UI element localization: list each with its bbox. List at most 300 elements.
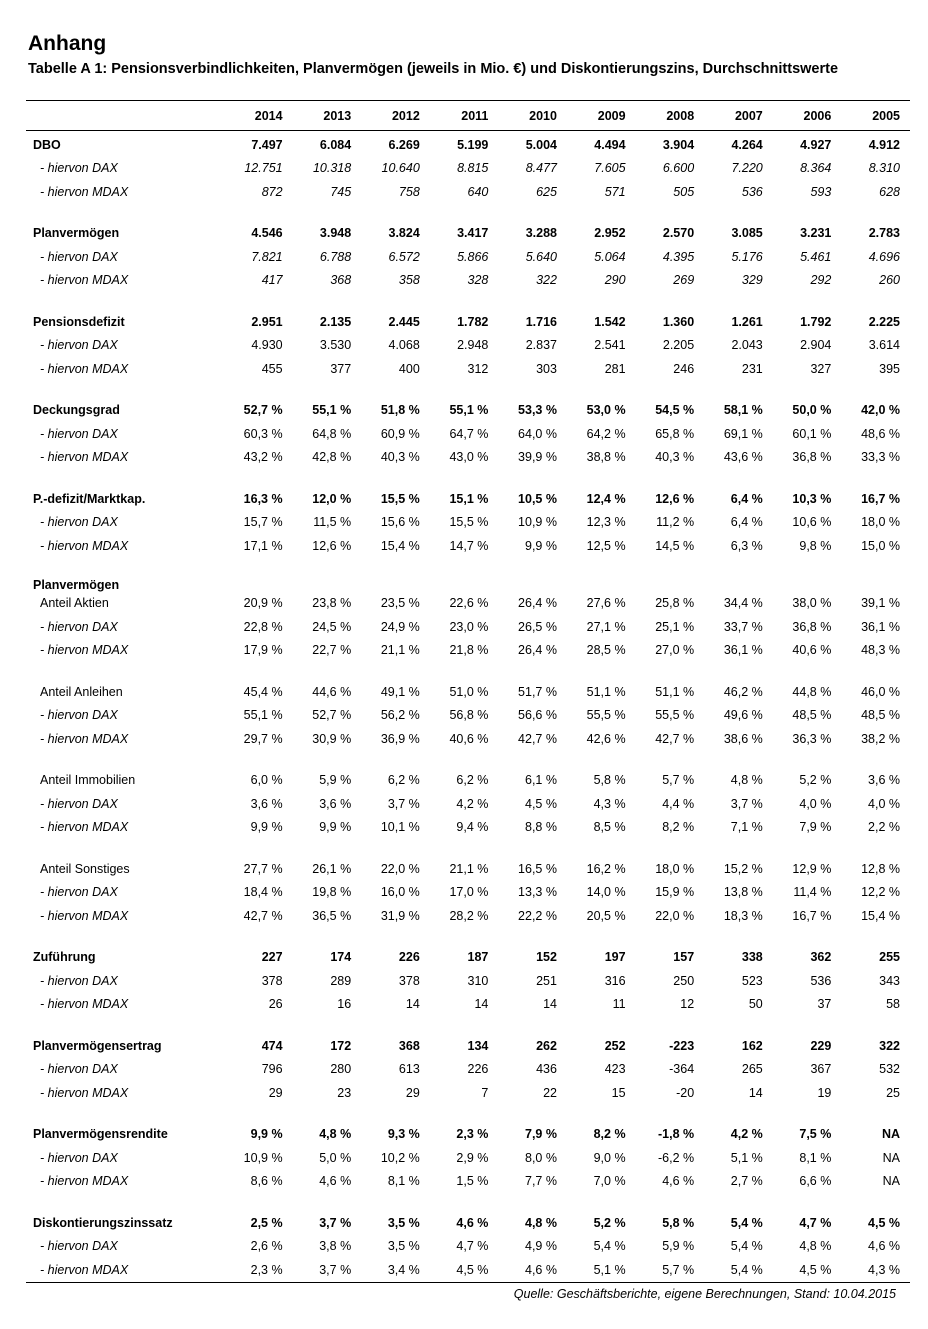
value-cell: 16,7 % — [861, 491, 900, 506]
value-cell: 14 — [474, 997, 489, 1012]
value-cell: 40,3 % — [380, 450, 420, 465]
row-label: - hiervon DAX — [40, 973, 118, 988]
value-cell: 10,9 % — [243, 1150, 283, 1165]
value-cell: 3,7 % — [319, 1215, 352, 1230]
value-cell: 6,0 % — [250, 773, 283, 788]
value-cell: 255 — [879, 950, 900, 965]
value-cell: 9,9 % — [250, 820, 283, 835]
value-cell: 4,8 % — [525, 1215, 557, 1230]
value-cell: 36,3 % — [792, 731, 832, 746]
value-cell: 8,0 % — [525, 1150, 557, 1165]
value-cell: 18,0 % — [655, 861, 695, 876]
value-cell: 4,8 % — [799, 1239, 832, 1254]
value-cell: 2.445 — [388, 314, 420, 329]
value-cell: 18,3 % — [723, 908, 763, 923]
value-cell: 38,2 % — [861, 731, 900, 746]
table-row — [26, 1146, 910, 1170]
value-cell: 474 — [261, 1038, 283, 1053]
value-cell: 322 — [536, 273, 557, 288]
spacer-row — [26, 469, 910, 487]
value-cell: 22,0 % — [380, 861, 420, 876]
value-cell: 327 — [810, 361, 832, 376]
value-cell: NA — [882, 1174, 900, 1189]
row-label: P.-defizit/Marktkap. — [33, 491, 146, 506]
value-cell: 27,1 % — [586, 619, 626, 634]
value-cell: 4,0 % — [799, 796, 832, 811]
row-label: Pensionsdefizit — [33, 314, 125, 329]
value-cell: 251 — [536, 973, 557, 988]
value-cell: 322 — [879, 1038, 900, 1053]
value-cell: 14 — [405, 997, 420, 1012]
row-label: - hiervon DAX — [40, 249, 118, 264]
row-label: - hiervon DAX — [40, 515, 118, 530]
value-cell: 152 — [536, 950, 557, 965]
value-cell: 4,6 % — [662, 1174, 695, 1189]
value-cell: 64,2 % — [586, 426, 626, 441]
table-row — [26, 446, 910, 470]
row-label: Anteil Aktien — [40, 596, 109, 611]
value-cell: 532 — [879, 1062, 900, 1077]
value-cell: 6,4 % — [730, 491, 763, 506]
value-cell: 3.904 — [662, 137, 695, 152]
value-cell: 16,5 % — [518, 861, 557, 876]
value-cell: 36,8 % — [792, 450, 832, 465]
value-cell: 3.085 — [731, 226, 763, 241]
value-cell: 14 — [543, 997, 557, 1012]
table-row — [26, 334, 910, 358]
table-row — [26, 131, 910, 157]
value-cell: 25,8 % — [655, 596, 695, 611]
value-cell: 4,5 % — [430, 1258, 499, 1282]
table-row — [26, 727, 910, 751]
value-cell: 174 — [330, 950, 352, 965]
value-cell: 378 — [261, 973, 283, 988]
value-cell: 53,3 % — [518, 403, 557, 418]
table-caption: Tabelle A 1: Pensionsverbindlichkeiten, Planvermögen (jeweils in Mio. €) und Diskontierungszins, Durchschnittswerte — [28, 61, 839, 77]
value-cell: 400 — [398, 361, 420, 376]
row-label: - hiervon DAX — [40, 338, 118, 353]
row-label: Planvermögensertrag — [33, 1038, 162, 1053]
value-cell: 4,4 % — [662, 796, 695, 811]
table-row — [26, 180, 910, 204]
row-label: - hiervon MDAX — [40, 997, 129, 1012]
row-label: - hiervon MDAX — [40, 908, 129, 923]
value-cell: 2.951 — [251, 314, 283, 329]
spacer-row — [26, 558, 910, 576]
value-cell: 2.904 — [800, 338, 832, 353]
value-cell: 329 — [741, 273, 763, 288]
value-cell: 312 — [467, 361, 489, 376]
value-cell: 2.225 — [868, 314, 900, 329]
value-cell: 625 — [536, 184, 557, 199]
value-cell: 2.837 — [525, 338, 557, 353]
value-cell: 9,9 % — [525, 538, 557, 553]
value-cell: 12,8 % — [861, 861, 900, 876]
value-cell: 1.792 — [800, 314, 832, 329]
value-cell: 40,3 % — [655, 450, 695, 465]
value-cell: 4.930 — [251, 338, 283, 353]
value-cell: 8.477 — [525, 161, 557, 176]
value-cell: 42,0 % — [861, 403, 900, 418]
value-cell: 15,7 % — [243, 515, 283, 530]
year-header: 2009 — [567, 101, 636, 131]
row-label: DBO — [33, 137, 61, 152]
value-cell: 48,5 % — [861, 708, 900, 723]
table-row — [26, 1034, 910, 1058]
value-cell: 7,0 % — [593, 1174, 626, 1189]
value-cell: 21,1 % — [449, 861, 489, 876]
value-cell: 395 — [879, 361, 900, 376]
row-label: - hiervon MDAX — [40, 1174, 129, 1189]
value-cell: 13,3 % — [518, 885, 557, 900]
value-cell: 19 — [817, 1085, 832, 1100]
value-cell: 4,0 % — [868, 796, 900, 811]
row-label: - hiervon MDAX — [40, 273, 129, 288]
value-cell: 36,8 % — [792, 619, 832, 634]
value-cell: 48,6 % — [861, 426, 900, 441]
value-cell: 15,4 % — [861, 908, 900, 923]
value-cell: 6.788 — [319, 249, 352, 264]
value-cell: 5,8 % — [593, 773, 626, 788]
value-cell: 377 — [330, 361, 352, 376]
value-cell: 55,1 % — [243, 708, 283, 723]
value-cell: 49,1 % — [380, 684, 420, 699]
value-cell: 758 — [398, 184, 420, 199]
table-row — [26, 1058, 910, 1082]
value-cell: 17,9 % — [243, 643, 283, 658]
value-cell: 3,5 % — [387, 1215, 420, 1230]
value-cell: 269 — [673, 273, 695, 288]
value-cell: 872 — [261, 184, 283, 199]
value-cell: 3.948 — [319, 226, 352, 241]
value-cell: 3,6 % — [250, 796, 283, 811]
row-label: - hiervon MDAX — [40, 184, 129, 199]
value-cell: 42,7 % — [655, 731, 695, 746]
value-cell: 4,9 % — [525, 1239, 557, 1254]
value-cell: 523 — [741, 973, 763, 988]
row-label: Planvermögensrendite — [33, 1127, 168, 1142]
value-cell: 2,9 % — [456, 1150, 489, 1165]
value-cell: 40,6 % — [449, 731, 489, 746]
value-cell: 6,1 % — [525, 773, 557, 788]
value-cell: 4,6 % — [868, 1239, 900, 1254]
value-cell: 22,2 % — [518, 908, 557, 923]
value-cell: 2.135 — [319, 314, 352, 329]
row-label: - hiervon DAX — [40, 161, 118, 176]
header-row — [26, 101, 910, 131]
value-cell: -364 — [669, 1062, 695, 1077]
value-cell: 536 — [741, 184, 763, 199]
value-cell: 4.264 — [731, 137, 763, 152]
value-cell: 15,2 % — [723, 861, 763, 876]
value-cell: 16,0 % — [380, 885, 420, 900]
value-cell: 4.912 — [868, 137, 900, 152]
value-cell: 22 — [543, 1085, 557, 1100]
spacer-row — [26, 928, 910, 946]
value-cell: 4.696 — [868, 249, 900, 264]
value-cell: 38,8 % — [586, 450, 626, 465]
value-cell: 745 — [330, 184, 352, 199]
value-cell: 12,0 % — [312, 491, 352, 506]
value-cell: 12.751 — [244, 161, 283, 176]
value-cell: 27,6 % — [586, 596, 626, 611]
value-cell: 571 — [604, 184, 626, 199]
value-cell: 310 — [467, 973, 489, 988]
value-cell: 292 — [810, 273, 832, 288]
table-row — [26, 222, 910, 246]
value-cell: 15 — [611, 1085, 626, 1100]
value-cell: 69,1 % — [723, 426, 763, 441]
value-cell: 56,2 % — [380, 708, 420, 723]
spacer-cell — [26, 751, 910, 769]
value-cell: 162 — [741, 1038, 763, 1053]
value-cell: 226 — [467, 1062, 489, 1077]
value-cell: 5.640 — [525, 249, 557, 264]
row-label: Planvermögen — [33, 226, 120, 241]
table-row — [26, 157, 910, 181]
value-cell: 6,2 % — [456, 773, 489, 788]
spacer-row — [26, 204, 910, 222]
value-cell: 22,6 % — [449, 596, 489, 611]
value-cell: 367 — [810, 1062, 832, 1077]
value-cell: -223 — [669, 1038, 695, 1053]
value-cell: 7,5 % — [799, 1127, 832, 1142]
value-cell: 3.824 — [388, 226, 420, 241]
row-label: - hiervon MDAX — [40, 731, 129, 746]
value-cell: 14,0 % — [586, 885, 626, 900]
value-cell: 187 — [467, 950, 489, 965]
value-cell: 31,9 % — [380, 908, 420, 923]
value-cell: 16,3 % — [243, 491, 283, 506]
table-row — [26, 1123, 910, 1147]
value-cell: 6.084 — [319, 137, 352, 152]
value-cell: 4,2 % — [456, 796, 489, 811]
value-cell: 42,8 % — [312, 450, 352, 465]
value-cell: -6,2 % — [658, 1150, 695, 1165]
value-cell: 2,7 % — [730, 1174, 763, 1189]
value-cell: 55,1 % — [312, 403, 352, 418]
table-row — [26, 857, 910, 881]
value-cell: 250 — [673, 973, 695, 988]
value-cell: 265 — [741, 1062, 763, 1077]
value-cell: 9,3 % — [387, 1127, 420, 1142]
table-row — [26, 487, 910, 511]
value-cell: 8.815 — [457, 161, 489, 176]
value-cell: 23,5 % — [380, 596, 420, 611]
spacer-cell — [26, 1016, 910, 1034]
value-cell: 52,7 % — [312, 708, 352, 723]
value-cell: 5,1 % — [730, 1150, 763, 1165]
value-cell: 34,4 % — [723, 596, 763, 611]
value-cell: 505 — [673, 184, 695, 199]
value-cell: 51,0 % — [449, 684, 489, 699]
value-cell: 281 — [604, 361, 626, 376]
value-cell: 55,1 % — [449, 403, 489, 418]
year-header: 2013 — [293, 101, 362, 131]
row-label: - hiervon DAX — [40, 708, 118, 723]
value-cell: 29,7 % — [243, 731, 283, 746]
value-cell: 4,2 % — [730, 1127, 763, 1142]
value-cell: 6.269 — [388, 137, 420, 152]
value-cell: 15,1 % — [449, 491, 489, 506]
value-cell: 16 — [337, 997, 352, 1012]
value-cell: 13,8 % — [723, 885, 763, 900]
value-cell: 5.064 — [594, 249, 626, 264]
value-cell: 3.530 — [319, 338, 352, 353]
year-header: 2005 — [841, 101, 910, 131]
value-cell: 48,3 % — [861, 643, 900, 658]
value-cell: 51,1 % — [655, 684, 695, 699]
data-table — [26, 100, 910, 1283]
value-cell: 24,5 % — [312, 619, 352, 634]
value-cell: 10,6 % — [792, 515, 832, 530]
value-cell: 5,9 % — [319, 773, 352, 788]
value-cell: 10,1 % — [380, 820, 420, 835]
value-cell: 36,1 % — [861, 619, 900, 634]
value-cell: 4,7 % — [799, 1215, 832, 1230]
value-cell: 10.640 — [381, 161, 420, 176]
value-cell: 9,9 % — [319, 820, 352, 835]
row-label: Zuführung — [33, 950, 96, 965]
row-label: - hiervon MDAX — [40, 450, 129, 465]
table-row — [26, 639, 910, 663]
value-cell: 197 — [604, 950, 626, 965]
value-cell: 7.220 — [731, 161, 763, 176]
row-label: Anteil Sonstiges — [40, 861, 130, 876]
value-cell: 5.866 — [457, 249, 489, 264]
spacer-cell — [26, 204, 910, 222]
value-cell: 262 — [536, 1038, 557, 1053]
value-cell: 24,9 % — [380, 619, 420, 634]
value-cell: 4,6 % — [498, 1258, 567, 1282]
value-cell: 53,0 % — [586, 403, 626, 418]
value-cell: 39,1 % — [861, 596, 900, 611]
value-cell: 5,4 % — [730, 1239, 763, 1254]
value-cell: 1.261 — [731, 314, 763, 329]
value-cell: 362 — [810, 950, 832, 965]
value-cell: 227 — [261, 950, 283, 965]
value-cell: 49,6 % — [723, 708, 763, 723]
value-cell: 22,0 % — [655, 908, 695, 923]
value-cell: 55,5 % — [586, 708, 626, 723]
value-cell: 2.570 — [662, 226, 695, 241]
value-cell: 2.541 — [594, 338, 626, 353]
value-cell: 5.199 — [457, 137, 489, 152]
value-cell: 796 — [261, 1062, 283, 1077]
value-cell: 6,4 % — [730, 515, 763, 530]
year-header: 2011 — [430, 101, 499, 131]
value-cell: 43,2 % — [243, 450, 283, 465]
value-cell: 16,2 % — [586, 861, 626, 876]
value-cell: 14 — [748, 1085, 763, 1100]
table-row — [26, 422, 910, 446]
value-cell: 6,3 % — [730, 538, 763, 553]
value-cell: 8,5 % — [593, 820, 626, 835]
spacer-cell — [26, 292, 910, 310]
value-cell: 15,5 % — [380, 491, 420, 506]
spacer-row — [26, 751, 910, 769]
value-cell: 46,0 % — [861, 684, 900, 699]
row-label: - hiervon DAX — [40, 1150, 118, 1165]
value-cell: 4.546 — [251, 226, 283, 241]
table-row — [26, 1081, 910, 1105]
value-cell: 64,0 % — [518, 426, 557, 441]
value-cell: 436 — [536, 1062, 557, 1077]
table-row — [26, 792, 910, 816]
value-cell: 3,7 % — [293, 1258, 362, 1282]
value-cell: 11,2 % — [656, 515, 695, 530]
value-cell: 8,2 % — [662, 820, 695, 835]
value-cell: 2.952 — [594, 226, 626, 241]
value-cell: 4,5 % — [773, 1258, 842, 1282]
value-cell: 46,2 % — [723, 684, 763, 699]
value-cell: 12,3 % — [586, 515, 626, 530]
value-cell: 5.176 — [731, 249, 763, 264]
value-cell: 640 — [467, 184, 489, 199]
value-cell: 54,5 % — [655, 403, 695, 418]
value-cell: 3.231 — [800, 226, 832, 241]
value-cell: 1.360 — [662, 314, 695, 329]
value-cell: 10,9 % — [518, 515, 557, 530]
value-cell: 23 — [337, 1085, 352, 1100]
table-row — [26, 946, 910, 970]
value-cell: 23,0 % — [449, 619, 489, 634]
value-cell: 52,7 % — [243, 403, 283, 418]
value-cell: 2.783 — [868, 226, 900, 241]
value-cell: 231 — [741, 361, 763, 376]
row-label: - hiervon MDAX — [40, 538, 129, 553]
value-cell: 48,5 % — [792, 708, 832, 723]
table-row — [26, 615, 910, 639]
value-cell: 29 — [405, 1085, 420, 1100]
value-cell: 1.716 — [525, 314, 557, 329]
value-cell: 36,5 % — [312, 908, 352, 923]
value-cell: 226 — [398, 950, 420, 965]
value-cell: 5,9 % — [662, 1239, 695, 1254]
table-header — [26, 101, 910, 131]
value-cell: 22,8 % — [243, 619, 283, 634]
value-cell: 65,8 % — [655, 426, 695, 441]
value-cell: 7,7 % — [525, 1174, 557, 1189]
value-cell: 260 — [879, 273, 900, 288]
year-header: 2010 — [498, 101, 567, 131]
spacer-row — [26, 839, 910, 857]
value-cell: 64,7 % — [449, 426, 489, 441]
spacer-row — [26, 381, 910, 399]
table-row — [26, 1211, 910, 1235]
row-label: - hiervon DAX — [40, 1062, 118, 1077]
value-cell: 417 — [261, 273, 283, 288]
spacer-row — [26, 292, 910, 310]
row-label: Anteil Anleihen — [40, 684, 123, 699]
value-cell: 1.542 — [594, 314, 626, 329]
value-cell: 9,4 % — [456, 820, 489, 835]
table-body — [26, 131, 910, 1283]
value-cell: 3,4 % — [361, 1258, 430, 1282]
value-cell: 290 — [604, 273, 626, 288]
value-cell: 328 — [467, 273, 489, 288]
value-cell: 36,9 % — [380, 731, 420, 746]
value-cell: 252 — [604, 1038, 626, 1053]
year-header: 2008 — [636, 101, 705, 131]
value-cell: 16,7 % — [792, 908, 832, 923]
value-cell: 55,5 % — [655, 708, 695, 723]
value-cell: 4,5 % — [868, 1215, 900, 1230]
value-cell: 15,9 % — [655, 885, 695, 900]
value-cell: 134 — [467, 1038, 489, 1053]
table-row — [26, 704, 910, 728]
value-cell: 10,5 % — [518, 491, 557, 506]
